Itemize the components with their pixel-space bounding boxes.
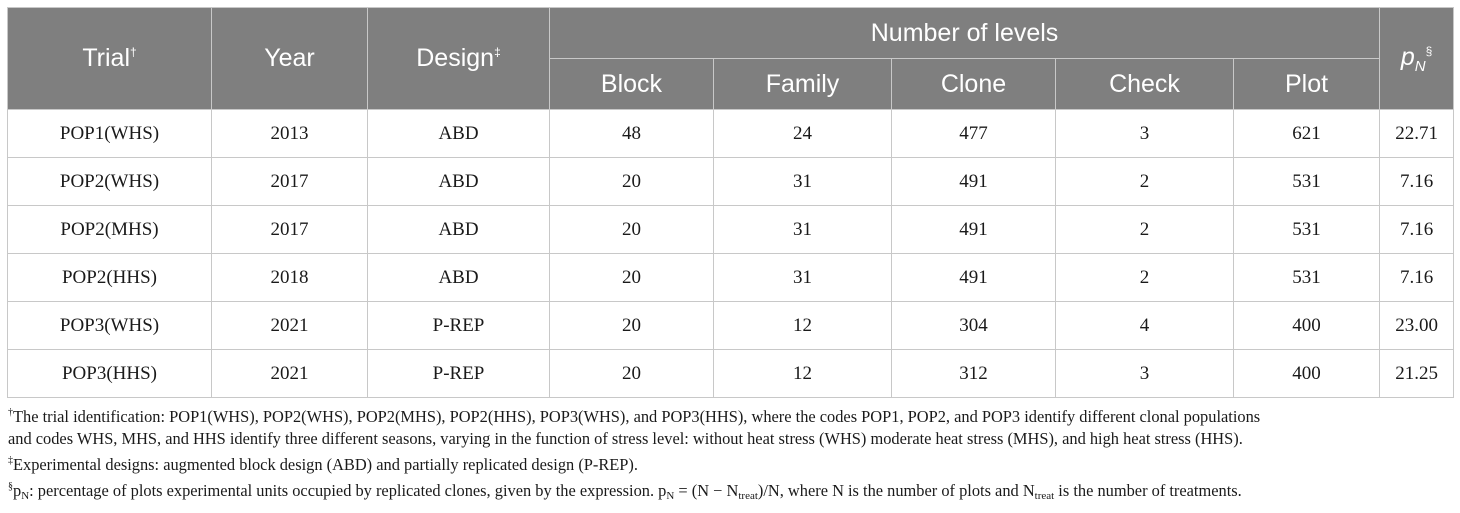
- header-plot: Plot: [1234, 59, 1380, 110]
- cell-trial: POP3(HHS): [8, 350, 212, 398]
- cell-check: 3: [1056, 110, 1234, 158]
- header-pn: $p_N^\S$: [1380, 8, 1454, 110]
- cell-check: 2: [1056, 206, 1234, 254]
- cell-clone: 312: [892, 350, 1056, 398]
- data-table: [7, 7, 1454, 398]
- table-header: [8, 8, 1454, 110]
- cell-block: 20: [550, 254, 714, 302]
- header-trial: Trial†: [8, 8, 212, 110]
- cell-clone: 491: [892, 254, 1056, 302]
- cell-check: 3: [1056, 350, 1234, 398]
- cell-trial: POP3(WHS): [8, 302, 212, 350]
- cell-trial: POP2(MHS): [8, 206, 212, 254]
- header-number-of-levels: Number of levels: [550, 8, 1380, 59]
- cell-trial: POP2(HHS): [8, 254, 212, 302]
- table-row: [8, 350, 1454, 398]
- cell-design: P-REP: [368, 302, 550, 350]
- cell-design: ABD: [368, 110, 550, 158]
- cell-clone: 477: [892, 110, 1056, 158]
- footnote-pn: $^\S p_N$: percentage of plots experimental units occupied by replicated clones, given by the expression. $p_N = (N - N_{treat})/N$, where N is the number of plots and $N_{treat}$ is the number of treatments.: [8, 481, 1242, 502]
- table-row: [8, 110, 1454, 158]
- cell-clone: 491: [892, 158, 1056, 206]
- footnotes: [7, 402, 1453, 507]
- cell-block: 20: [550, 350, 714, 398]
- cell-block: 48: [550, 110, 714, 158]
- cell-family: 24: [714, 110, 892, 158]
- table-container: [7, 7, 1453, 507]
- cell-family: 31: [714, 158, 892, 206]
- cell-family: 12: [714, 302, 892, 350]
- cell-trial: POP1(WHS): [8, 110, 212, 158]
- cell-year: 2017: [212, 206, 368, 254]
- footnote-trial-cont: and codes WHS, MHS, and HHS identify three different seasons, varying in the function of stress level: without heat stress (WHS) moderate heat stress (MHS), and high heat stress (HHS).: [8, 429, 1243, 448]
- cell-check: 2: [1056, 158, 1234, 206]
- table-row: [8, 158, 1454, 206]
- cell-check: 2: [1056, 254, 1234, 302]
- header-family: Family: [714, 59, 892, 110]
- cell-plot: 400: [1234, 350, 1380, 398]
- cell-design: ABD: [368, 206, 550, 254]
- cell-pn: 7.16: [1380, 254, 1454, 302]
- footnote-trial: †The trial identification: POP1(WHS), POP2(WHS), POP2(MHS), POP2(HHS), POP3(WHS), and POP3(HHS), where the codes POP1, POP2, and POP3 identify different clonal populations: [8, 407, 1261, 426]
- header-year: Year: [212, 8, 368, 110]
- table-body: [8, 110, 1454, 398]
- cell-year: 2018: [212, 254, 368, 302]
- table-row: [8, 254, 1454, 302]
- cell-family: 12: [714, 350, 892, 398]
- cell-pn: 7.16: [1380, 158, 1454, 206]
- cell-year: 2021: [212, 302, 368, 350]
- cell-clone: 491: [892, 206, 1056, 254]
- cell-clone: 304: [892, 302, 1056, 350]
- cell-year: 2013: [212, 110, 368, 158]
- header-design: Design‡: [368, 8, 550, 110]
- footnote-design: ‡Experimental designs: augmented block design (ABD) and partially replicated design (P-REP).: [8, 455, 638, 474]
- cell-block: 20: [550, 302, 714, 350]
- cell-design: P-REP: [368, 350, 550, 398]
- cell-pn: 22.71: [1380, 110, 1454, 158]
- cell-plot: 400: [1234, 302, 1380, 350]
- cell-plot: 531: [1234, 206, 1380, 254]
- cell-year: 2017: [212, 158, 368, 206]
- cell-plot: 531: [1234, 158, 1380, 206]
- cell-plot: 531: [1234, 254, 1380, 302]
- cell-block: 20: [550, 206, 714, 254]
- cell-pn: 21.25: [1380, 350, 1454, 398]
- cell-pn: 23.00: [1380, 302, 1454, 350]
- header-block: Block: [550, 59, 714, 110]
- cell-plot: 621: [1234, 110, 1380, 158]
- table-row: [8, 302, 1454, 350]
- cell-design: ABD: [368, 158, 550, 206]
- table-row: [8, 206, 1454, 254]
- cell-check: 4: [1056, 302, 1234, 350]
- cell-family: 31: [714, 254, 892, 302]
- cell-year: 2021: [212, 350, 368, 398]
- cell-trial: POP2(WHS): [8, 158, 212, 206]
- cell-block: 20: [550, 158, 714, 206]
- header-clone: Clone: [892, 59, 1056, 110]
- cell-pn: 7.16: [1380, 206, 1454, 254]
- header-check: Check: [1056, 59, 1234, 110]
- cell-design: ABD: [368, 254, 550, 302]
- cell-family: 31: [714, 206, 892, 254]
